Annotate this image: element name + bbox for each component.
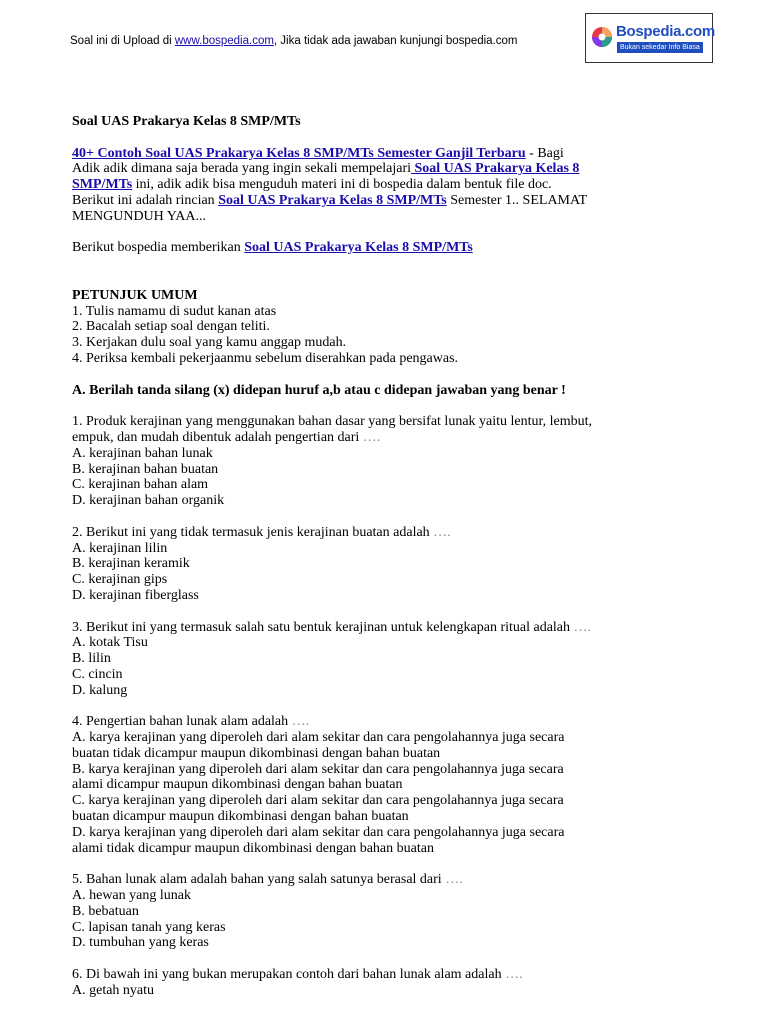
question-text: 4. Pengertian bahan lunak alam adalah <box>72 714 292 730</box>
answer-option: A. kotak Tisu <box>72 635 148 651</box>
answer-option: buatan dicampur maupun dikombinasi dengan bahan buatan <box>72 809 409 825</box>
answer-blank: …. <box>291 714 310 730</box>
question-4 <box>72 714 712 856</box>
header-note <box>70 35 518 47</box>
question-3 <box>72 620 712 699</box>
answer-option: B. kerajinan keramik <box>72 556 190 572</box>
intro-text: Semester 1.. SELAMAT <box>446 192 588 208</box>
answer-option: D. kerajinan bahan organik <box>72 493 225 509</box>
answer-option: A. kerajinan lilin <box>72 540 168 556</box>
logo-tagline: Bukan sekedar Info Biasa <box>617 42 703 53</box>
answer-option: D. tumbuhan yang keras <box>72 935 209 951</box>
instruction-item: 4. Periksa kembali pekerjaanmu sebelum diserahkan pada pengawas. <box>72 350 459 366</box>
question-text: 2. Berikut ini yang tidak termasuk jenis kerajinan buatan adalah <box>72 524 434 540</box>
logo-text: Bospedia.com <box>616 23 715 40</box>
answer-option: C. karya kerajinan yang diperoleh dari alam sekitar dan cara pengolahannya juga secara <box>72 793 564 809</box>
intro-link-2-cont[interactable]: SMP/MTs <box>72 177 133 193</box>
instructions-heading: PETUNJUK UMUM <box>72 287 198 303</box>
answer-blank: …. <box>362 429 381 445</box>
answer-blank: …. <box>573 619 592 635</box>
document-title: Soal UAS Prakarya Kelas 8 SMP/MTs <box>72 114 301 129</box>
question-text: 1. Produk kerajinan yang menggunakan bahan dasar yang bersifat lunak yaitu lentur, lembut, <box>72 414 593 430</box>
answer-option: B. karya kerajinan yang diperoleh dari alam sekitar dan cara pengolahannya juga secara <box>72 761 564 777</box>
header-note-suffix: , Jika tidak ada jawaban kunjungi bospedia.com <box>273 35 518 47</box>
answer-option: B. kerajinan bahan buatan <box>72 461 219 477</box>
answer-option: alami tidak dicampur maupun dikombinasi dengan bahan buatan <box>72 840 434 856</box>
question-text: 6. Di bawah ini yang bukan merupakan contoh dari bahan lunak alam adalah <box>72 967 506 983</box>
answer-option: B. lilin <box>72 651 111 667</box>
intro-link-2[interactable]: Soal UAS Prakarya Kelas 8 <box>411 161 580 177</box>
question-text: 5. Bahan lunak alam adalah bahan yang salah satunya berasal dari <box>72 872 446 888</box>
bospedia-link[interactable]: www.bospedia.com <box>174 35 274 47</box>
answer-option: D. karya kerajinan yang diperoleh dari alam sekitar dan cara pengolahannya juga secara <box>72 824 565 840</box>
provide-text: Berikut bospedia memberikan <box>72 240 245 256</box>
answer-option: C. kerajinan bahan alam <box>72 477 209 493</box>
answer-option: A. getah nyatu <box>72 982 155 998</box>
logo-globe-icon <box>591 26 613 48</box>
document-body <box>72 114 712 999</box>
header-note-prefix: Soal ini di Upload di <box>70 35 175 47</box>
intro-text: - Bagi <box>525 145 564 161</box>
answer-option: A. karya kerajinan yang diperoleh dari alam sekitar dan cara pengolahannya juga secara <box>72 730 565 746</box>
provide-link[interactable]: Soal UAS Prakarya Kelas 8 SMP/MTs <box>244 240 473 256</box>
answer-option: alami dicampur maupun dikombinasi dengan bahan buatan <box>72 777 403 793</box>
question-text: 3. Berikut ini yang termasuk salah satu bentuk kerajinan untuk kelengkapan ritual adalah <box>72 619 574 635</box>
instruction-item: 2. Bacalah setiap soal dengan teliti. <box>72 319 270 335</box>
intro-text: Berikut ini adalah rincian <box>72 192 219 208</box>
question-1 <box>72 414 712 509</box>
answer-option: C. lapisan tanah yang keras <box>72 919 226 935</box>
intro-link-3[interactable]: Soal UAS Prakarya Kelas 8 SMP/MTs <box>218 192 447 208</box>
intro-link-1[interactable]: 40+ Contoh Soal UAS Prakarya Kelas 8 SMP/MTs Semester Ganjil Terbaru <box>72 145 526 161</box>
question-5 <box>72 872 712 951</box>
bospedia-logo[interactable] <box>585 13 713 63</box>
intro-text: MENGUNDUH YAA... <box>72 208 207 224</box>
answer-option: C. kerajinan gips <box>72 572 168 588</box>
instruction-item: 1. Tulis namamu di sudut kanan atas <box>72 303 277 319</box>
answer-blank: …. <box>445 872 463 888</box>
answer-option: D. kalung <box>72 682 128 698</box>
answer-option: buatan tidak dicampur maupun dikombinasi dengan bahan buatan <box>72 745 441 761</box>
answer-option: C. cincin <box>72 666 123 682</box>
instruction-item: 3. Kerjakan dulu soal yang kamu anggap mudah. <box>72 335 347 351</box>
section-a-heading: A. Berilah tanda silang (x) didepan huruf a,b atau c didepan jawaban yang benar ! <box>72 382 566 398</box>
question-text: empuk, dan mudah dibentuk adalah pengertian dari <box>72 429 363 445</box>
intro-text: ini, adik adik bisa menguduh materi ini di bospedia dalam bentuk file doc. <box>132 177 552 193</box>
answer-option: B. bebatuan <box>72 903 139 919</box>
question-6 <box>72 967 712 999</box>
question-2 <box>72 525 712 604</box>
answer-option: D. kerajinan fiberglass <box>72 587 199 603</box>
answer-blank: …. <box>433 524 451 540</box>
intro-text: Adik adik dimana saja berada yang ingin sekali mempelajari <box>72 161 411 177</box>
answer-blank: …. <box>505 967 523 983</box>
answer-option: A. hewan yang lunak <box>72 888 191 904</box>
provide-paragraph <box>72 240 712 256</box>
answer-option: A. kerajinan bahan lunak <box>72 445 213 461</box>
intro-paragraph <box>72 146 712 225</box>
